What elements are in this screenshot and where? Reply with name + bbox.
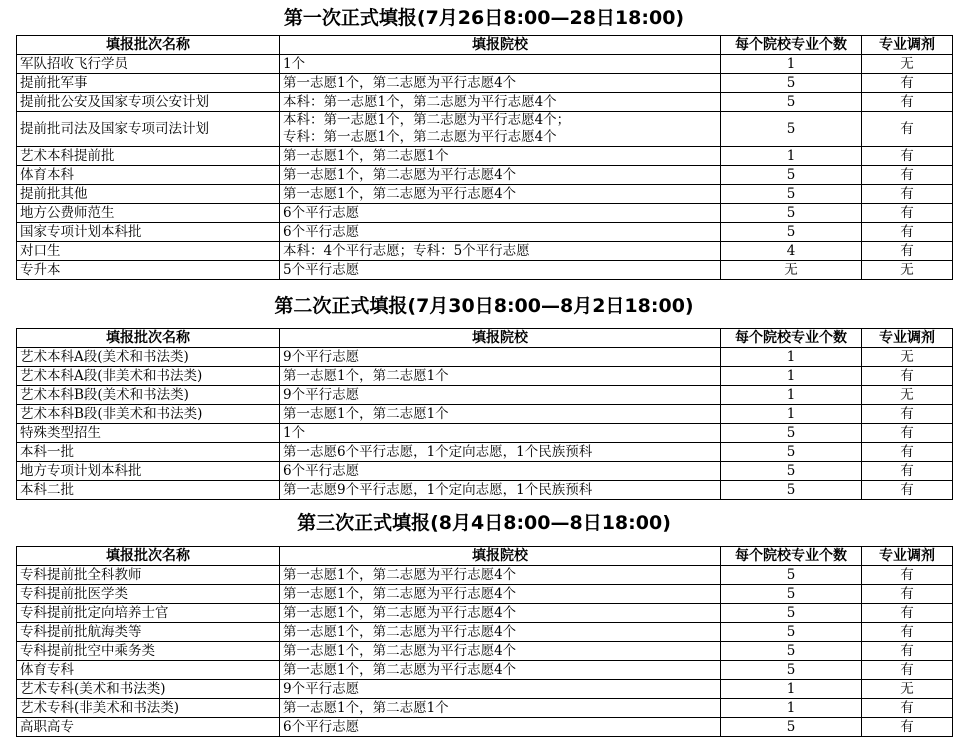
schools-line: 第一志愿1个，第二志愿为平行志愿4个: [283, 567, 517, 583]
header-batch-name: 填报批次名称: [17, 329, 280, 348]
table-row: [17, 112, 953, 147]
majors-count-cell: 5: [721, 93, 862, 112]
schedule-table-3: [16, 546, 953, 737]
schools-line: 第一志愿1个，第二志愿1个: [283, 368, 449, 384]
schools-cell: [280, 699, 721, 718]
majors-count-cell: 5: [721, 424, 862, 443]
header-schools: 填报院校: [280, 36, 721, 55]
table-row: [17, 93, 953, 112]
schools-line: 第一志愿1个，第二志愿为平行志愿4个: [283, 186, 517, 202]
schools-cell: [280, 718, 721, 737]
schools-line: 第一志愿9个平行志愿，1个定向志愿，1个民族预科: [283, 482, 593, 498]
header-majors-count: 每个院校专业个数: [721, 36, 862, 55]
schools-cell: [280, 386, 721, 405]
schools-line: 9个平行志愿: [283, 681, 360, 697]
schools-cell: [280, 443, 721, 462]
header-major-adjust: 专业调剂: [862, 36, 953, 55]
major-adjust-cell: 有: [862, 718, 953, 737]
schools-cell: [280, 112, 721, 147]
batch-name-cell: 地方专项计划本科批: [17, 462, 280, 481]
major-adjust-cell: 有: [862, 185, 953, 204]
majors-count-cell: 5: [721, 642, 862, 661]
schools-cell: [280, 74, 721, 93]
table-row: [17, 443, 953, 462]
table-row: [17, 348, 953, 367]
major-adjust-cell: 无: [862, 261, 953, 280]
header-batch-name: 填报批次名称: [17, 547, 280, 566]
section-title-2: 第二次正式填报(7月30日8:00—8月2日18:00): [274, 295, 694, 317]
majors-count-cell: 5: [721, 585, 862, 604]
batch-name-cell: 专科提前批全科教师: [17, 566, 280, 585]
major-adjust-cell: 有: [862, 74, 953, 93]
header-major-adjust: 专业调剂: [862, 329, 953, 348]
majors-count-cell: 1: [721, 147, 862, 166]
table-row: [17, 74, 953, 93]
schedule-table-2: [16, 328, 953, 500]
batch-name-cell: 艺术本科B段(美术和书法类): [17, 386, 280, 405]
batch-name-cell: 国家专项计划本科批: [17, 223, 280, 242]
schools-cell: [280, 166, 721, 185]
major-adjust-cell: 有: [862, 147, 953, 166]
majors-count-cell: 无: [721, 261, 862, 280]
schools-cell: [280, 661, 721, 680]
batch-name-cell: 特殊类型招生: [17, 424, 280, 443]
schools-line: 第一志愿1个，第二志愿1个: [283, 406, 449, 422]
schools-cell: [280, 642, 721, 661]
major-adjust-cell: 有: [862, 443, 953, 462]
schools-cell: [280, 147, 721, 166]
schools-line: 第一志愿1个，第二志愿为平行志愿4个: [283, 624, 517, 640]
majors-count-cell: 4: [721, 242, 862, 261]
schools-cell: [280, 481, 721, 500]
major-adjust-cell: 无: [862, 55, 953, 74]
table-row: [17, 642, 953, 661]
majors-count-cell: 5: [721, 604, 862, 623]
batch-name-cell: 艺术本科A段(非美术和书法类): [17, 367, 280, 386]
major-adjust-cell: 有: [862, 112, 953, 147]
schools-cell: [280, 604, 721, 623]
majors-count-cell: 5: [721, 443, 862, 462]
schools-cell: [280, 55, 721, 74]
major-adjust-cell: 有: [862, 462, 953, 481]
schools-line: 9个平行志愿: [283, 349, 360, 365]
schools-line: 本科：第一志愿1个，第二志愿为平行志愿4个；: [283, 112, 571, 128]
schools-line: 第一志愿1个，第二志愿为平行志愿4个: [283, 643, 517, 659]
major-adjust-cell: 有: [862, 566, 953, 585]
table-row: [17, 718, 953, 737]
schools-line: 6个平行志愿: [283, 463, 360, 479]
table-row: [17, 405, 953, 424]
schools-cell: [280, 585, 721, 604]
major-adjust-cell: 有: [862, 166, 953, 185]
batch-name-cell: 专升本: [17, 261, 280, 280]
majors-count-cell: 5: [721, 185, 862, 204]
batch-name-cell: 提前批军事: [17, 74, 280, 93]
schools-line: 5个平行志愿: [283, 262, 360, 278]
schools-cell: [280, 462, 721, 481]
table-row: [17, 55, 953, 74]
majors-count-cell: 1: [721, 367, 862, 386]
schools-cell: [280, 185, 721, 204]
batch-name-cell: 艺术专科(非美术和书法类): [17, 699, 280, 718]
table-row: [17, 242, 953, 261]
schools-cell: [280, 93, 721, 112]
schools-line: 第一志愿1个，第二志愿为平行志愿4个: [283, 167, 517, 183]
batch-name-cell: 对口生: [17, 242, 280, 261]
majors-count-cell: 5: [721, 718, 862, 737]
majors-count-cell: 5: [721, 623, 862, 642]
major-adjust-cell: 有: [862, 405, 953, 424]
batch-name-cell: 专科提前批空中乘务类: [17, 642, 280, 661]
section-title-3: 第三次正式填报(8月4日8:00—8日18:00): [297, 512, 671, 534]
schools-cell: [280, 261, 721, 280]
table-row: [17, 604, 953, 623]
major-adjust-cell: 有: [862, 481, 953, 500]
header-majors-count: 每个院校专业个数: [721, 547, 862, 566]
batch-name-cell: 体育专科: [17, 661, 280, 680]
majors-count-cell: 5: [721, 566, 862, 585]
table-row: [17, 585, 953, 604]
major-adjust-cell: 无: [862, 386, 953, 405]
batch-name-cell: 艺术本科提前批: [17, 147, 280, 166]
majors-count-cell: 1: [721, 699, 862, 718]
batch-name-cell: 专科提前批定向培养士官: [17, 604, 280, 623]
batch-name-cell: 地方公费师范生: [17, 204, 280, 223]
major-adjust-cell: 无: [862, 348, 953, 367]
table-header-row: [17, 36, 953, 55]
header-major-adjust: 专业调剂: [862, 547, 953, 566]
schools-line: 本科：4个平行志愿；专科：5个平行志愿: [283, 243, 530, 259]
batch-name-cell: 专科提前批医学类: [17, 585, 280, 604]
schools-line: 9个平行志愿: [283, 387, 360, 403]
schools-line: 本科：第一志愿1个，第二志愿为平行志愿4个: [283, 94, 557, 110]
major-adjust-cell: 有: [862, 585, 953, 604]
table-row: [17, 566, 953, 585]
schools-cell: [280, 223, 721, 242]
majors-count-cell: 5: [721, 166, 862, 185]
major-adjust-cell: 有: [862, 204, 953, 223]
table-row: [17, 661, 953, 680]
table-row: [17, 147, 953, 166]
major-adjust-cell: 有: [862, 424, 953, 443]
schools-line: 第一志愿1个，第二志愿1个: [283, 148, 449, 164]
major-adjust-cell: 有: [862, 661, 953, 680]
major-adjust-cell: 有: [862, 93, 953, 112]
major-adjust-cell: 有: [862, 604, 953, 623]
header-batch-name: 填报批次名称: [17, 36, 280, 55]
schools-cell: [280, 623, 721, 642]
schools-line: 6个平行志愿: [283, 205, 360, 221]
schools-line: 6个平行志愿: [283, 719, 360, 735]
majors-count-cell: 5: [721, 204, 862, 223]
header-majors-count: 每个院校专业个数: [721, 329, 862, 348]
batch-name-cell: 提前批其他: [17, 185, 280, 204]
majors-count-cell: 5: [721, 462, 862, 481]
major-adjust-cell: 有: [862, 642, 953, 661]
batch-name-cell: 提前批司法及国家专项司法计划: [17, 112, 280, 147]
table-header-row: [17, 547, 953, 566]
table-row: [17, 699, 953, 718]
majors-count-cell: 5: [721, 112, 862, 147]
batch-name-cell: 体育本科: [17, 166, 280, 185]
table-row: [17, 204, 953, 223]
batch-name-cell: 艺术本科B段(非美术和书法类): [17, 405, 280, 424]
schools-cell: [280, 680, 721, 699]
schools-line: 第一志愿6个平行志愿，1个定向志愿，1个民族预科: [283, 444, 593, 460]
batch-name-cell: 艺术专科(美术和书法类): [17, 680, 280, 699]
header-schools: 填报院校: [280, 547, 721, 566]
schools-cell: [280, 242, 721, 261]
batch-name-cell: 专科提前批航海类等: [17, 623, 280, 642]
schedule-table-1: [16, 35, 953, 280]
schools-line: 第一志愿1个，第二志愿为平行志愿4个: [283, 586, 517, 602]
schools-line: 1个: [283, 425, 306, 441]
major-adjust-cell: 有: [862, 223, 953, 242]
section-title-1: 第一次正式填报(7月26日8:00—28日18:00): [283, 7, 685, 29]
majors-count-cell: 1: [721, 405, 862, 424]
major-adjust-cell: 有: [862, 367, 953, 386]
schools-cell: [280, 566, 721, 585]
majors-count-cell: 1: [721, 348, 862, 367]
majors-count-cell: 5: [721, 481, 862, 500]
batch-name-cell: 提前批公安及国家专项公安计划: [17, 93, 280, 112]
schools-line: 1个: [283, 56, 306, 72]
schools-line: 第一志愿1个，第二志愿为平行志愿4个: [283, 75, 517, 91]
majors-count-cell: 1: [721, 386, 862, 405]
table-row: [17, 386, 953, 405]
schools-line: 第一志愿1个，第二志愿1个: [283, 700, 449, 716]
majors-count-cell: 1: [721, 680, 862, 699]
schools-line: 6个平行志愿: [283, 224, 360, 240]
schools-cell: [280, 405, 721, 424]
major-adjust-cell: 有: [862, 623, 953, 642]
majors-count-cell: 5: [721, 223, 862, 242]
schools-cell: [280, 204, 721, 223]
majors-count-cell: 5: [721, 74, 862, 93]
table-row: [17, 481, 953, 500]
table-row: [17, 166, 953, 185]
table-row: [17, 223, 953, 242]
batch-name-cell: 本科二批: [17, 481, 280, 500]
batch-name-cell: 本科一批: [17, 443, 280, 462]
table-row: [17, 680, 953, 699]
batch-name-cell: 军队招收飞行学员: [17, 55, 280, 74]
major-adjust-cell: 无: [862, 680, 953, 699]
majors-count-cell: 5: [721, 661, 862, 680]
header-schools: 填报院校: [280, 329, 721, 348]
table-row: [17, 367, 953, 386]
table-row: [17, 462, 953, 481]
major-adjust-cell: 有: [862, 699, 953, 718]
schools-line: 第一志愿1个，第二志愿为平行志愿4个: [283, 662, 517, 678]
table-header-row: [17, 329, 953, 348]
majors-count-cell: 1: [721, 55, 862, 74]
table-row: [17, 623, 953, 642]
schools-cell: [280, 348, 721, 367]
batch-name-cell: 艺术本科A段(美术和书法类): [17, 348, 280, 367]
schools-cell: [280, 367, 721, 386]
batch-name-cell: 高职高专: [17, 718, 280, 737]
table-row: [17, 261, 953, 280]
schools-line: 第一志愿1个，第二志愿为平行志愿4个: [283, 605, 517, 621]
table-row: [17, 185, 953, 204]
table-row: [17, 424, 953, 443]
major-adjust-cell: 有: [862, 242, 953, 261]
schools-cell: [280, 424, 721, 443]
schools-line: 专科：第一志愿1个，第二志愿为平行志愿4个: [283, 129, 557, 145]
